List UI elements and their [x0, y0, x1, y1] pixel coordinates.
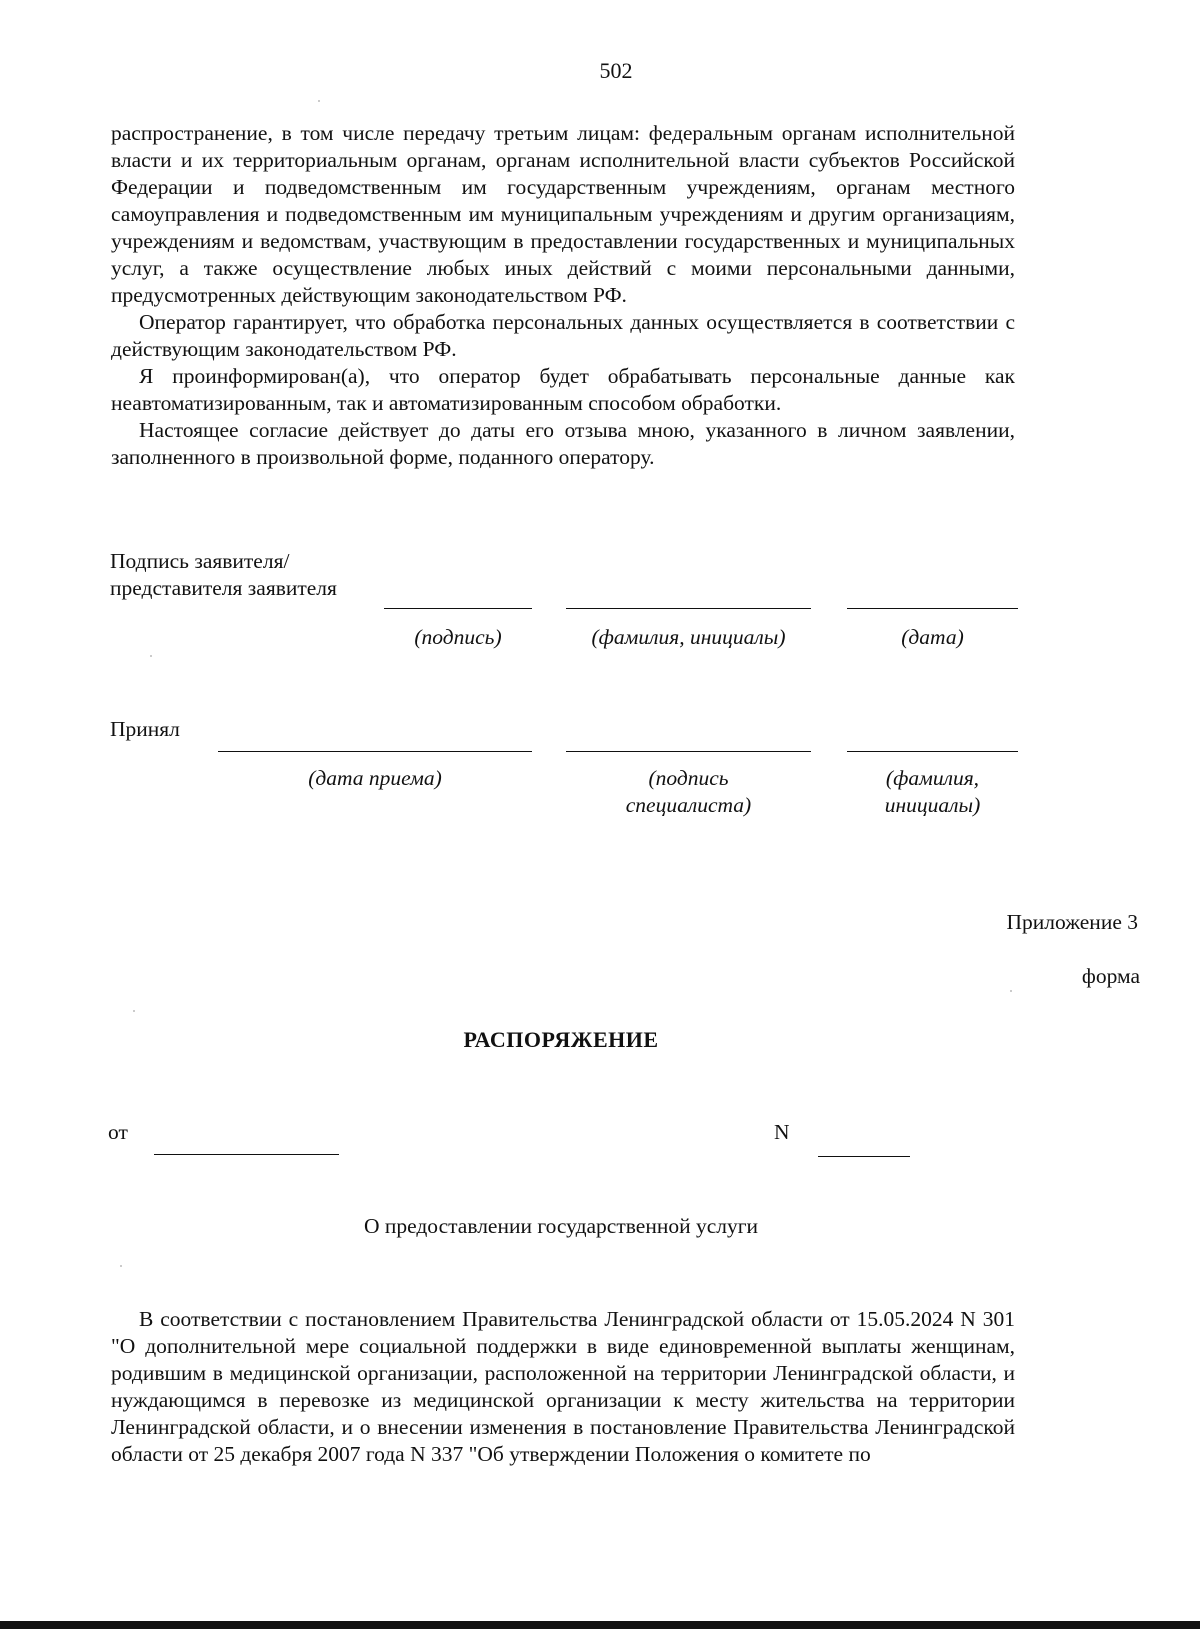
- order-number-label: N: [774, 1120, 790, 1144]
- applicant-signature-label-line1: Подпись заявителя/: [110, 549, 290, 573]
- appendix-label: Приложение 3: [1006, 910, 1138, 934]
- scan-speck: [150, 655, 152, 657]
- caption-specialist-signature-line1: (подпись: [648, 766, 729, 790]
- consent-paragraph-3: Я проинформирован(а), что оператор будет обрабатывать персональные данные как неавтоматизированным, так и автоматизированным способом обработки.: [111, 364, 1015, 415]
- form-label: форма: [1081, 964, 1140, 988]
- order-number-line: [818, 1156, 910, 1157]
- consent-paragraph-2: Оператор гарантирует, что обработка персональных данных осуществляется в соответствии с действующим законодательством РФ.: [111, 310, 1015, 361]
- applicant-signature-label-line2: представителя заявителя: [110, 576, 337, 600]
- name-line: [566, 608, 811, 609]
- signature-line: [384, 608, 532, 609]
- caption-specialist-name-line2: инициалы): [884, 793, 981, 817]
- page-number: 502: [599, 58, 633, 83]
- caption-accept-date: (дата приема): [308, 766, 442, 790]
- order-body: [111, 1306, 1015, 1468]
- consent-text: [111, 120, 1015, 471]
- caption-signature: (подпись): [414, 625, 502, 649]
- caption-specialist-name-line1: (фамилия,: [885, 766, 980, 790]
- order-from-label: от: [108, 1120, 128, 1144]
- scan-speck: [120, 1265, 122, 1267]
- date-line: [847, 608, 1018, 609]
- specialist-signature-line: [566, 751, 811, 752]
- caption-specialist-signature-line2: специалиста): [625, 793, 752, 817]
- scan-edge-bar: [0, 1621, 1200, 1629]
- order-date-line: [154, 1154, 339, 1155]
- order-body-paragraph: В соответствии с постановлением Правительства Ленинградской области от 15.05.2024 N 301 "О дополнительной мере социальной поддержки в виде единовременной выплаты женщинам, родившим в медицинской организации, расположенной на территории Ленинградской области, и нуждающимся в перевозке из медицинской организации к месту жительства на территории Ленинградской области, и о внесении изменения в постановление Правительства Ленинградской области от 25 декабря 2007 года N 337 "Об утверждении Положения о комитете по: [111, 1307, 1015, 1466]
- caption-date: (дата): [901, 625, 964, 649]
- scan-speck: [1010, 990, 1012, 992]
- specialist-name-line: [847, 751, 1018, 752]
- consent-paragraph-1: распространение, в том числе передачу третьим лицам: федеральным органам исполнительной власти и их территориальным органам, органам исполнительной власти субъектов Российской Федерации и подведомственным им государственным учреждениям, органам местного самоуправления и подведомственным им муниципальным учреждениям и другим организациям, учреждениям и ведомствам, участвующим в предоставлении государственных и муниципальных услуг, а также осуществление любых иных действий с моими персональными данными, предусмотренных действующим законодательством РФ.: [111, 121, 1015, 307]
- accepted-label: Принял: [110, 717, 180, 741]
- order-title: РАСПОРЯЖЕНИЕ: [463, 1027, 659, 1052]
- order-subject: О предоставлении государственной услуги: [363, 1214, 759, 1238]
- scan-speck: [133, 1010, 135, 1012]
- consent-paragraph-4: Настоящее согласие действует до даты его отзыва мною, указанного в личном заявлении, заполненного в произвольной форме, поданного оператору.: [111, 418, 1015, 469]
- caption-name: (фамилия, инициалы): [591, 625, 786, 649]
- accept-date-line: [218, 751, 532, 752]
- scan-speck: [318, 100, 320, 102]
